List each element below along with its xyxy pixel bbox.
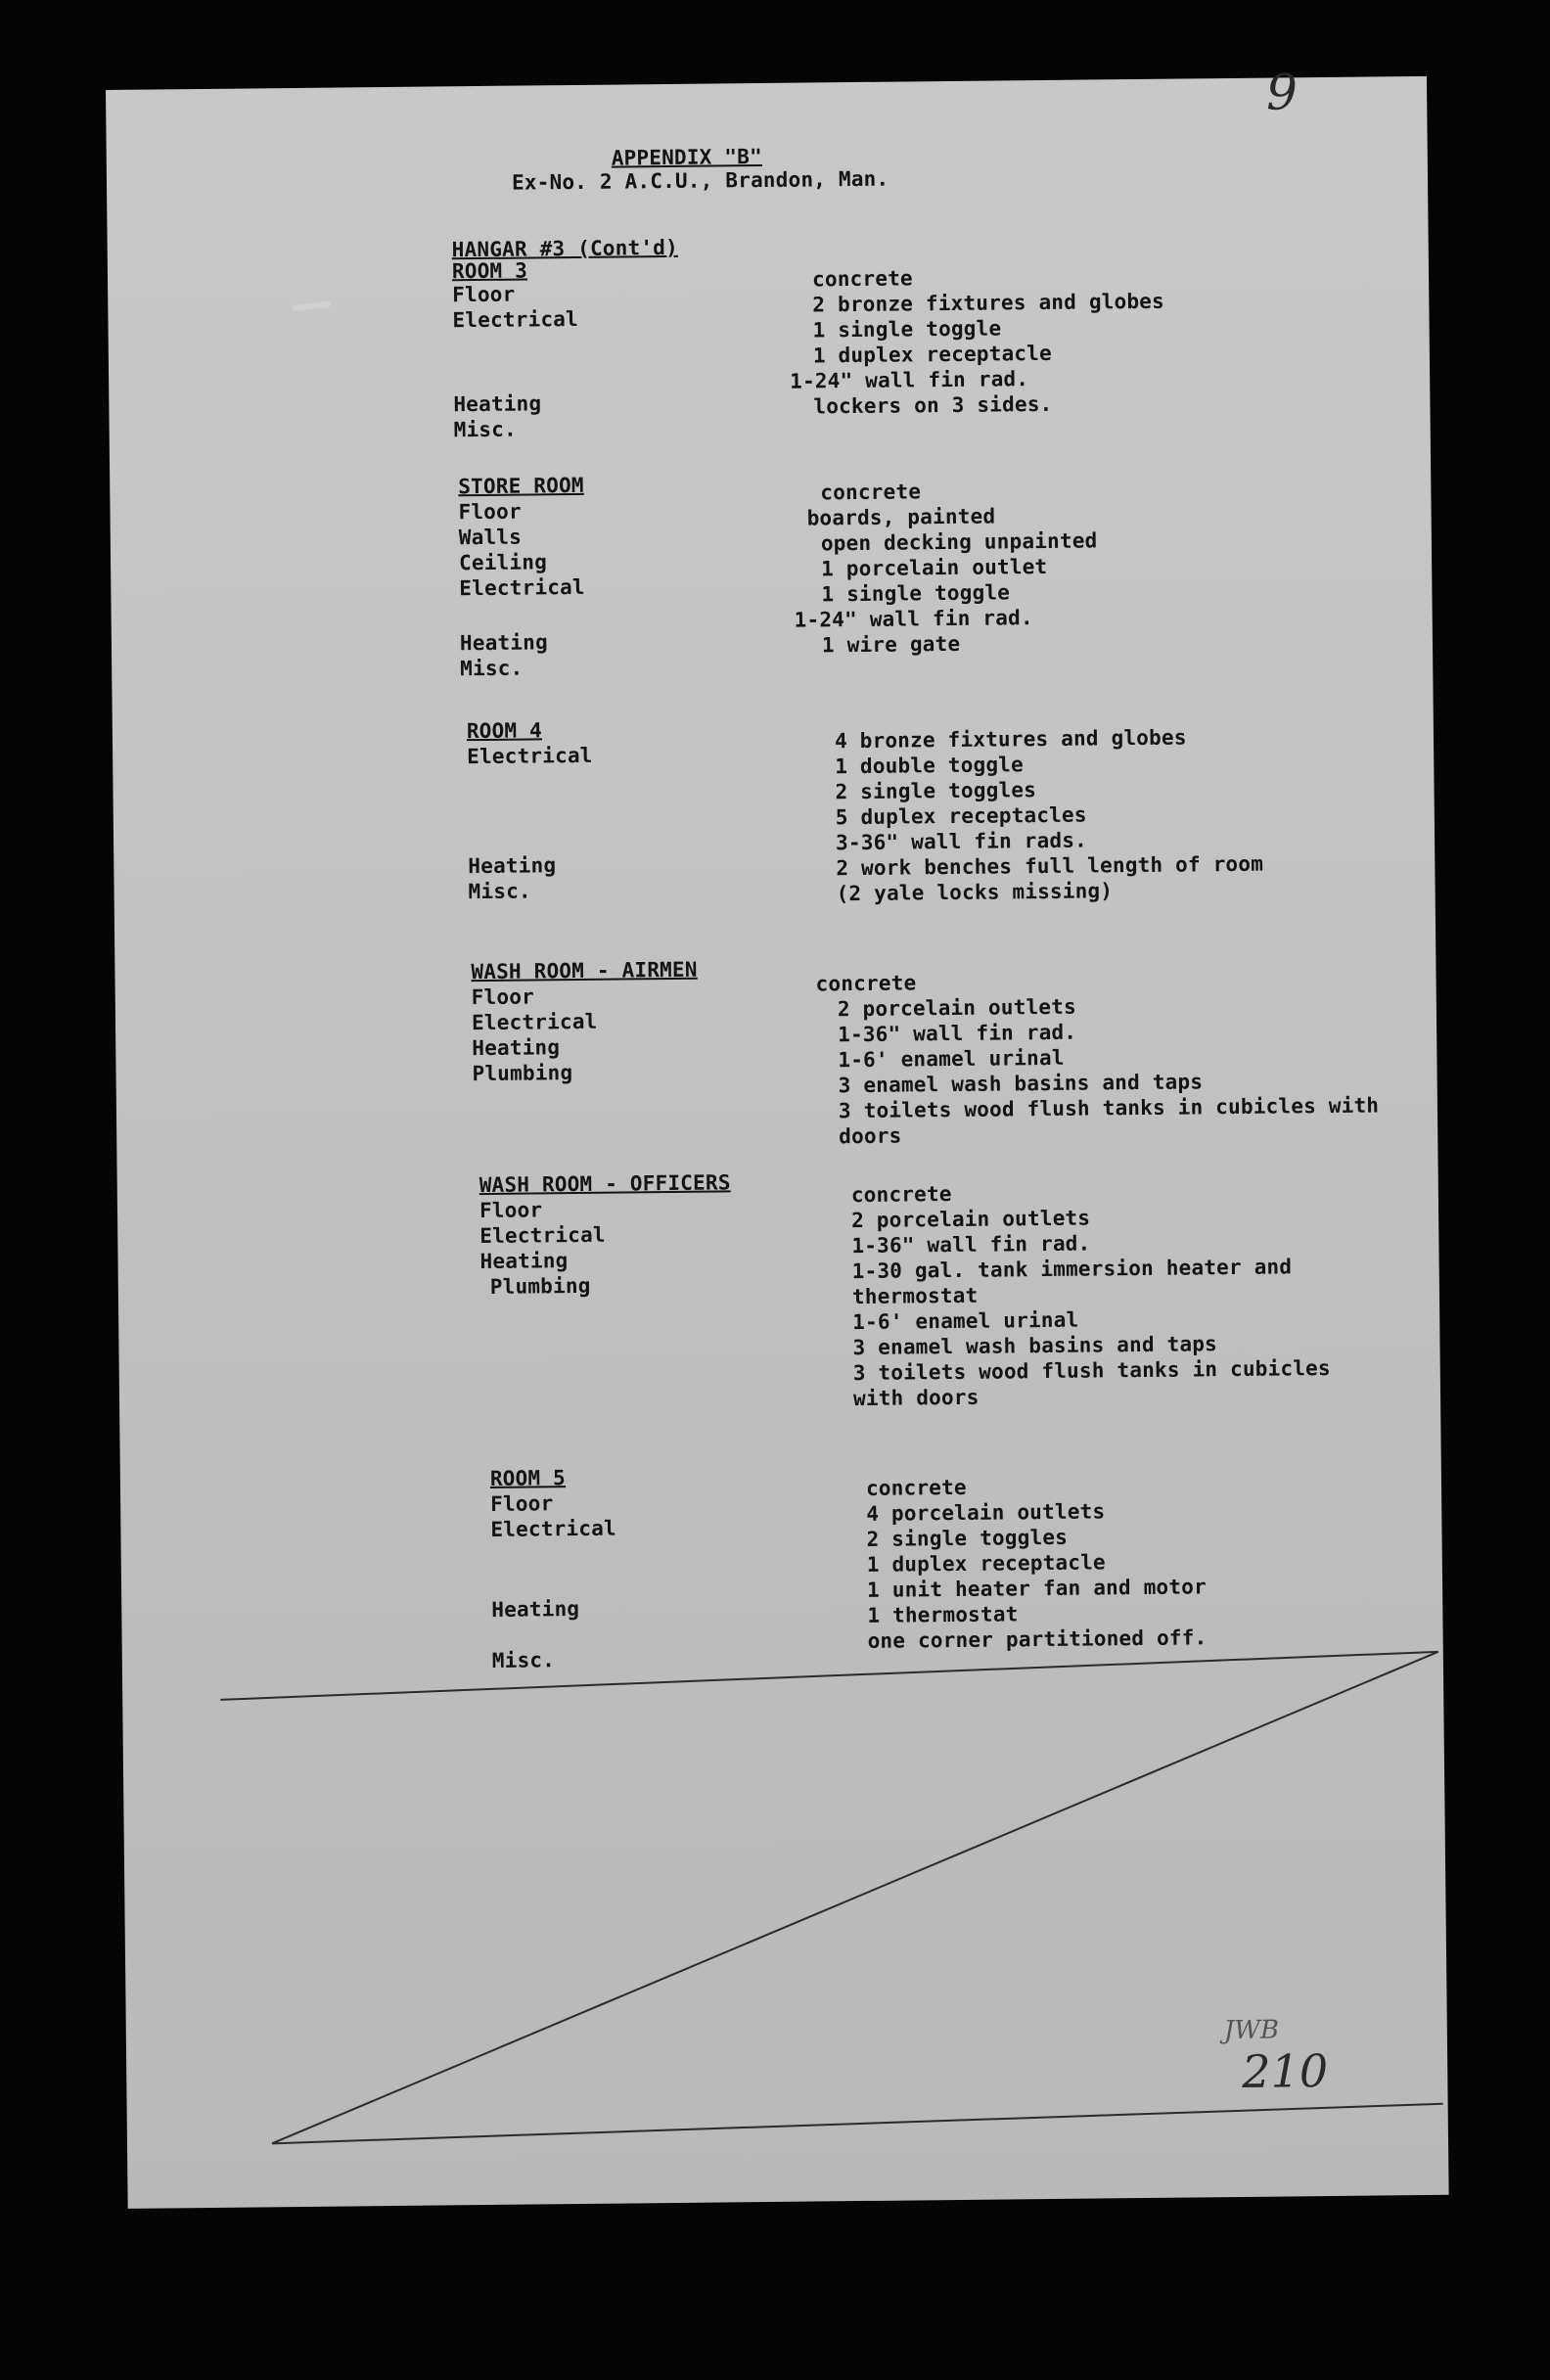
- section-heading: ROOM 4: [466, 718, 543, 744]
- section-heading: STORE ROOM: [458, 473, 584, 499]
- field-value: 3 enamel wash basins and taps: [838, 1070, 1204, 1098]
- section-heading: WASH ROOM - AIRMEN: [471, 957, 698, 984]
- cancellation-strike: [106, 76, 1449, 2209]
- field-value: boards, painted: [806, 504, 996, 530]
- field-label: Plumbing: [489, 1273, 591, 1299]
- location-line: Ex-No. 2 A.C.U., Brandon, Man.: [511, 166, 889, 195]
- field-value: (2 yale locks missing): [836, 879, 1114, 906]
- field-value: 1-36" wall fin rad.: [851, 1231, 1091, 1259]
- field-value: concrete: [811, 266, 913, 292]
- field-value: 1 single toggle: [812, 316, 1002, 343]
- field-value: 3 toilets wood flush tanks in cubicles: [852, 1355, 1331, 1386]
- field-value: 3 toilets wood flush tanks in cubicles with: [838, 1093, 1380, 1123]
- field-value: lockers on 3 sides.: [813, 391, 1053, 419]
- field-value: concrete: [850, 1182, 952, 1208]
- field-label: Electrical: [490, 1516, 616, 1541]
- field-label: Electrical: [452, 306, 579, 333]
- field-value: 1 wire gate: [821, 631, 961, 658]
- field-value: 2 porcelain outlets: [851, 1206, 1091, 1233]
- field-value: 2 single toggles: [835, 778, 1037, 804]
- field-value: 1-30 gal. tank immersion heater and: [851, 1255, 1293, 1284]
- folio-number: 210: [1241, 2044, 1329, 2098]
- field-value: 1-24" wall fin rad.: [794, 606, 1033, 632]
- field-value: concrete: [865, 1475, 967, 1500]
- field-label: Misc.: [468, 879, 531, 904]
- field-value: 1 duplex receptacle: [812, 341, 1053, 368]
- field-value: concrete: [815, 971, 917, 996]
- field-value: 1-24" wall fin rad.: [790, 367, 1029, 393]
- field-value: 2 porcelain outlets: [837, 994, 1077, 1022]
- field-value: doors: [839, 1123, 902, 1149]
- field-label: Misc.: [491, 1648, 556, 1672]
- field-value: 1 single toggle: [821, 580, 1011, 607]
- field-label: Electrical: [471, 1009, 598, 1035]
- paper-sheet: [106, 64, 1449, 2209]
- field-value: 1-6' enamel urinal: [838, 1045, 1065, 1073]
- field-label: Electrical: [479, 1222, 606, 1249]
- field-value: 1-36" wall fin rad.: [838, 1020, 1077, 1047]
- field-value: with doors: [852, 1385, 980, 1411]
- field-label: Floor: [471, 984, 535, 1010]
- field-label: Ceiling: [458, 550, 548, 575]
- field-value: 1 unit heater fan and motor: [866, 1575, 1207, 1602]
- field-label: Misc.: [460, 656, 524, 681]
- field-value: 3 enamel wash basins and taps: [852, 1332, 1218, 1360]
- field-label: Electrical: [459, 574, 585, 601]
- field-value: 2 single toggles: [866, 1525, 1069, 1551]
- folio-initials: JWB: [1223, 2015, 1280, 2046]
- field-label: Heating: [491, 1597, 580, 1622]
- field-value: 4 porcelain outlets: [866, 1499, 1106, 1526]
- field-label: Heating: [468, 853, 557, 879]
- field-label: Heating: [459, 630, 548, 656]
- hangar-heading: HANGAR #3 (Cont'd): [451, 235, 679, 262]
- field-label: Electrical: [467, 743, 593, 769]
- field-value: 5 duplex receptacles: [835, 802, 1087, 830]
- field-value: 1-6' enamel urinal: [852, 1307, 1079, 1335]
- field-value: one corner partitioned off.: [867, 1625, 1208, 1653]
- field-label: Heating: [453, 391, 542, 417]
- strike-bottom-line: [272, 2104, 1443, 2144]
- page-number: 9: [1265, 64, 1299, 121]
- section-heading: ROOM 3: [451, 258, 528, 284]
- field-value: 4 bronze fixtures and globes: [834, 725, 1187, 754]
- field-label: Floor: [479, 1198, 543, 1223]
- field-value: 2 work benches full length of room: [836, 851, 1264, 881]
- field-value: 1 double toggle: [835, 753, 1025, 779]
- field-label: Heating: [472, 1035, 561, 1061]
- field-label: Floor: [490, 1491, 554, 1516]
- field-label: Walls: [458, 525, 523, 550]
- section-heading: WASH ROOM - OFFICERS: [479, 1170, 731, 1198]
- field-label: Heating: [479, 1249, 569, 1274]
- strike-top-line: [220, 1652, 1438, 1700]
- field-value: concrete: [820, 480, 922, 505]
- field-label: Misc.: [453, 417, 517, 442]
- field-value: thermostat: [851, 1283, 979, 1309]
- field-value: open decking unpainted: [820, 528, 1098, 556]
- field-label: Floor: [452, 282, 516, 307]
- section-heading: ROOM 5: [489, 1466, 567, 1490]
- field-label: Plumbing: [472, 1061, 573, 1086]
- field-value: 1 duplex receptacle: [866, 1550, 1106, 1577]
- field-value: 1 thermostat: [867, 1602, 1019, 1627]
- field-value: 1 porcelain outlet: [821, 554, 1048, 581]
- field-label: Floor: [458, 499, 522, 525]
- appendix-title: APPENDIX "B": [611, 144, 762, 170]
- field-value: 2 bronze fixtures and globes: [812, 289, 1165, 317]
- field-value: 3-36" wall fin rads.: [835, 828, 1088, 855]
